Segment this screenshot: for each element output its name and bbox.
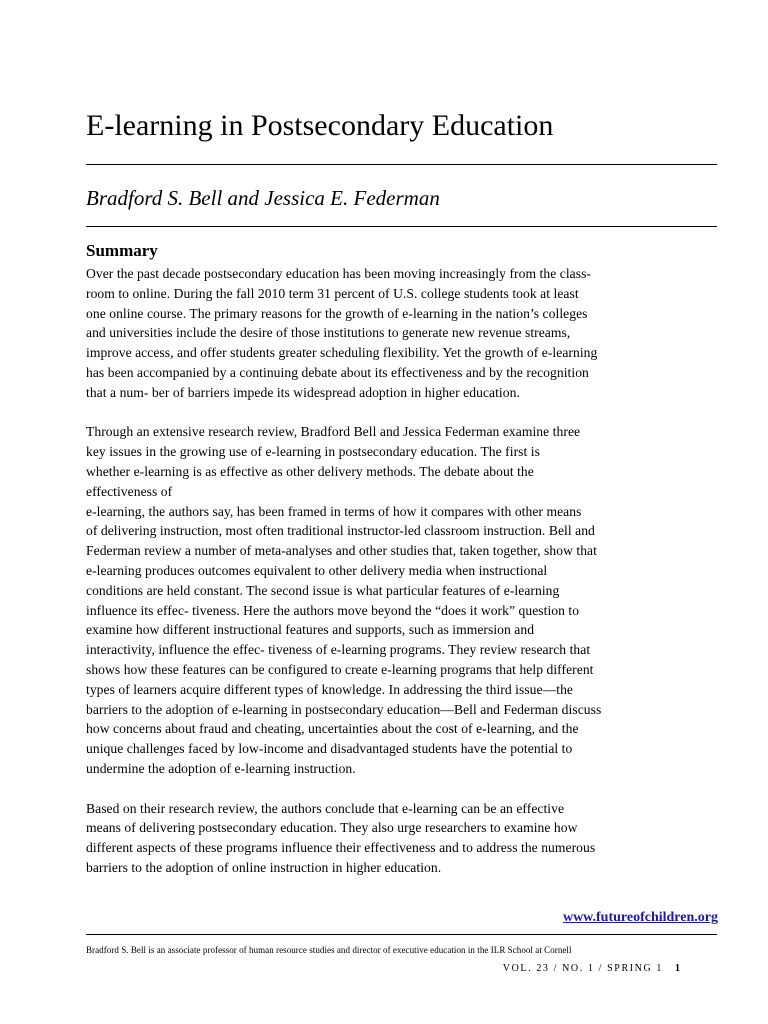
- text-line: unique challenges faced by low-income and disadvantaged students have the potential to: [86, 741, 573, 757]
- summary-body: [86, 264, 726, 898]
- summary-paragraph: [86, 799, 726, 878]
- authors-divider: [86, 226, 717, 227]
- summary-paragraph: [86, 264, 726, 403]
- text-line: whether e-learning is as effective as other delivery methods. The debate about the: [86, 463, 534, 479]
- text-line: barriers to the adoption of online instruction in higher education.: [86, 859, 442, 875]
- text-line: Based on their research review, the authors conclude that e-learning can be an effective: [86, 800, 565, 816]
- text-line: one online course. The primary reasons for the growth of e-learning in the nation’s colleges: [86, 305, 588, 321]
- issue-line: VOL. 23 / NO. 1 / SPRING 1: [502, 963, 663, 974]
- author-footnote: Bradford S. Bell is an associate professor of human resource studies and director of executive education in the ILR School at Cornell: [86, 945, 572, 955]
- text-line: e-learning, the authors say, has been framed in terms of how it compares with other means: [86, 503, 582, 519]
- text-line: undermine the adoption of e-learning instruction.: [86, 760, 356, 776]
- text-line: that a num- ber of barriers impede its widespread adoption in higher education.: [86, 384, 520, 400]
- text-line: influence its effec- tiveness. Here the authors move beyond the “does it work” question to: [86, 602, 580, 618]
- article-authors: Bradford S. Bell and Jessica E. Federman: [86, 186, 440, 210]
- article-title: E-learning in Postsecondary Education: [86, 109, 554, 142]
- summary-paragraph: [86, 422, 726, 778]
- summary-heading: Summary: [86, 241, 158, 260]
- text-line: different aspects of these programs influence their effectiveness and to address the numerous: [86, 840, 596, 856]
- text-line: and universities include the desire of those institutions to generate new revenue streams,: [86, 325, 571, 341]
- text-line: Over the past decade postsecondary education has been moving increasingly from the class-: [86, 266, 591, 281]
- title-divider: [86, 164, 717, 165]
- text-line: effectiveness of: [86, 483, 173, 499]
- text-line: means of delivering postsecondary education. They also urge researchers to examine how: [86, 820, 578, 836]
- text-line: key issues in the growing use of e-learning in postsecondary education. The first is: [86, 444, 540, 460]
- text-line: interactivity, influence the effec- tiveness of e-learning programs. They review research that: [86, 642, 591, 658]
- text-line: improve access, and offer students greater scheduling flexibility. Yet the growth of e-learning: [86, 345, 598, 361]
- footer-divider: [86, 934, 717, 935]
- text-line: barriers to the adoption of e-learning in postsecondary education—Bell and Federman discuss: [86, 701, 602, 717]
- text-line: conditions are held constant. The second issue is what particular features of e-learning: [86, 582, 560, 598]
- page-number: 1: [675, 963, 680, 974]
- text-line: shows how these features can be configured to create e-learning programs that help different: [86, 661, 594, 677]
- issue-info: [503, 962, 680, 975]
- text-line: of delivering instruction, most often traditional instructor-led classroom instruction. Bell and: [86, 523, 595, 539]
- website-link[interactable]: www.futureofchildren.org: [562, 910, 718, 925]
- text-line: Federman review a number of meta-analyses and other studies that, taken together, show that: [86, 543, 597, 559]
- text-line: has been accompanied by a continuing debate about its effectiveness and by the recognition: [86, 364, 589, 380]
- text-line: room to online. During the fall 2010 term 31 percent of U.S. college students took at least: [86, 285, 579, 301]
- text-line: e-learning produces outcomes equivalent to other delivery media when instructional: [86, 562, 548, 578]
- text-line: types of learners acquire different types of knowledge. In addressing the third issue—the: [86, 681, 574, 697]
- text-line: how concerns about fraud and cheating, uncertainties about the cost of e-learning, and the: [86, 721, 579, 737]
- text-line: Through an extensive research review, Bradford Bell and Jessica Federman examine three: [86, 424, 581, 440]
- text-line: examine how different instructional features and supports, such as immersion and: [86, 622, 535, 638]
